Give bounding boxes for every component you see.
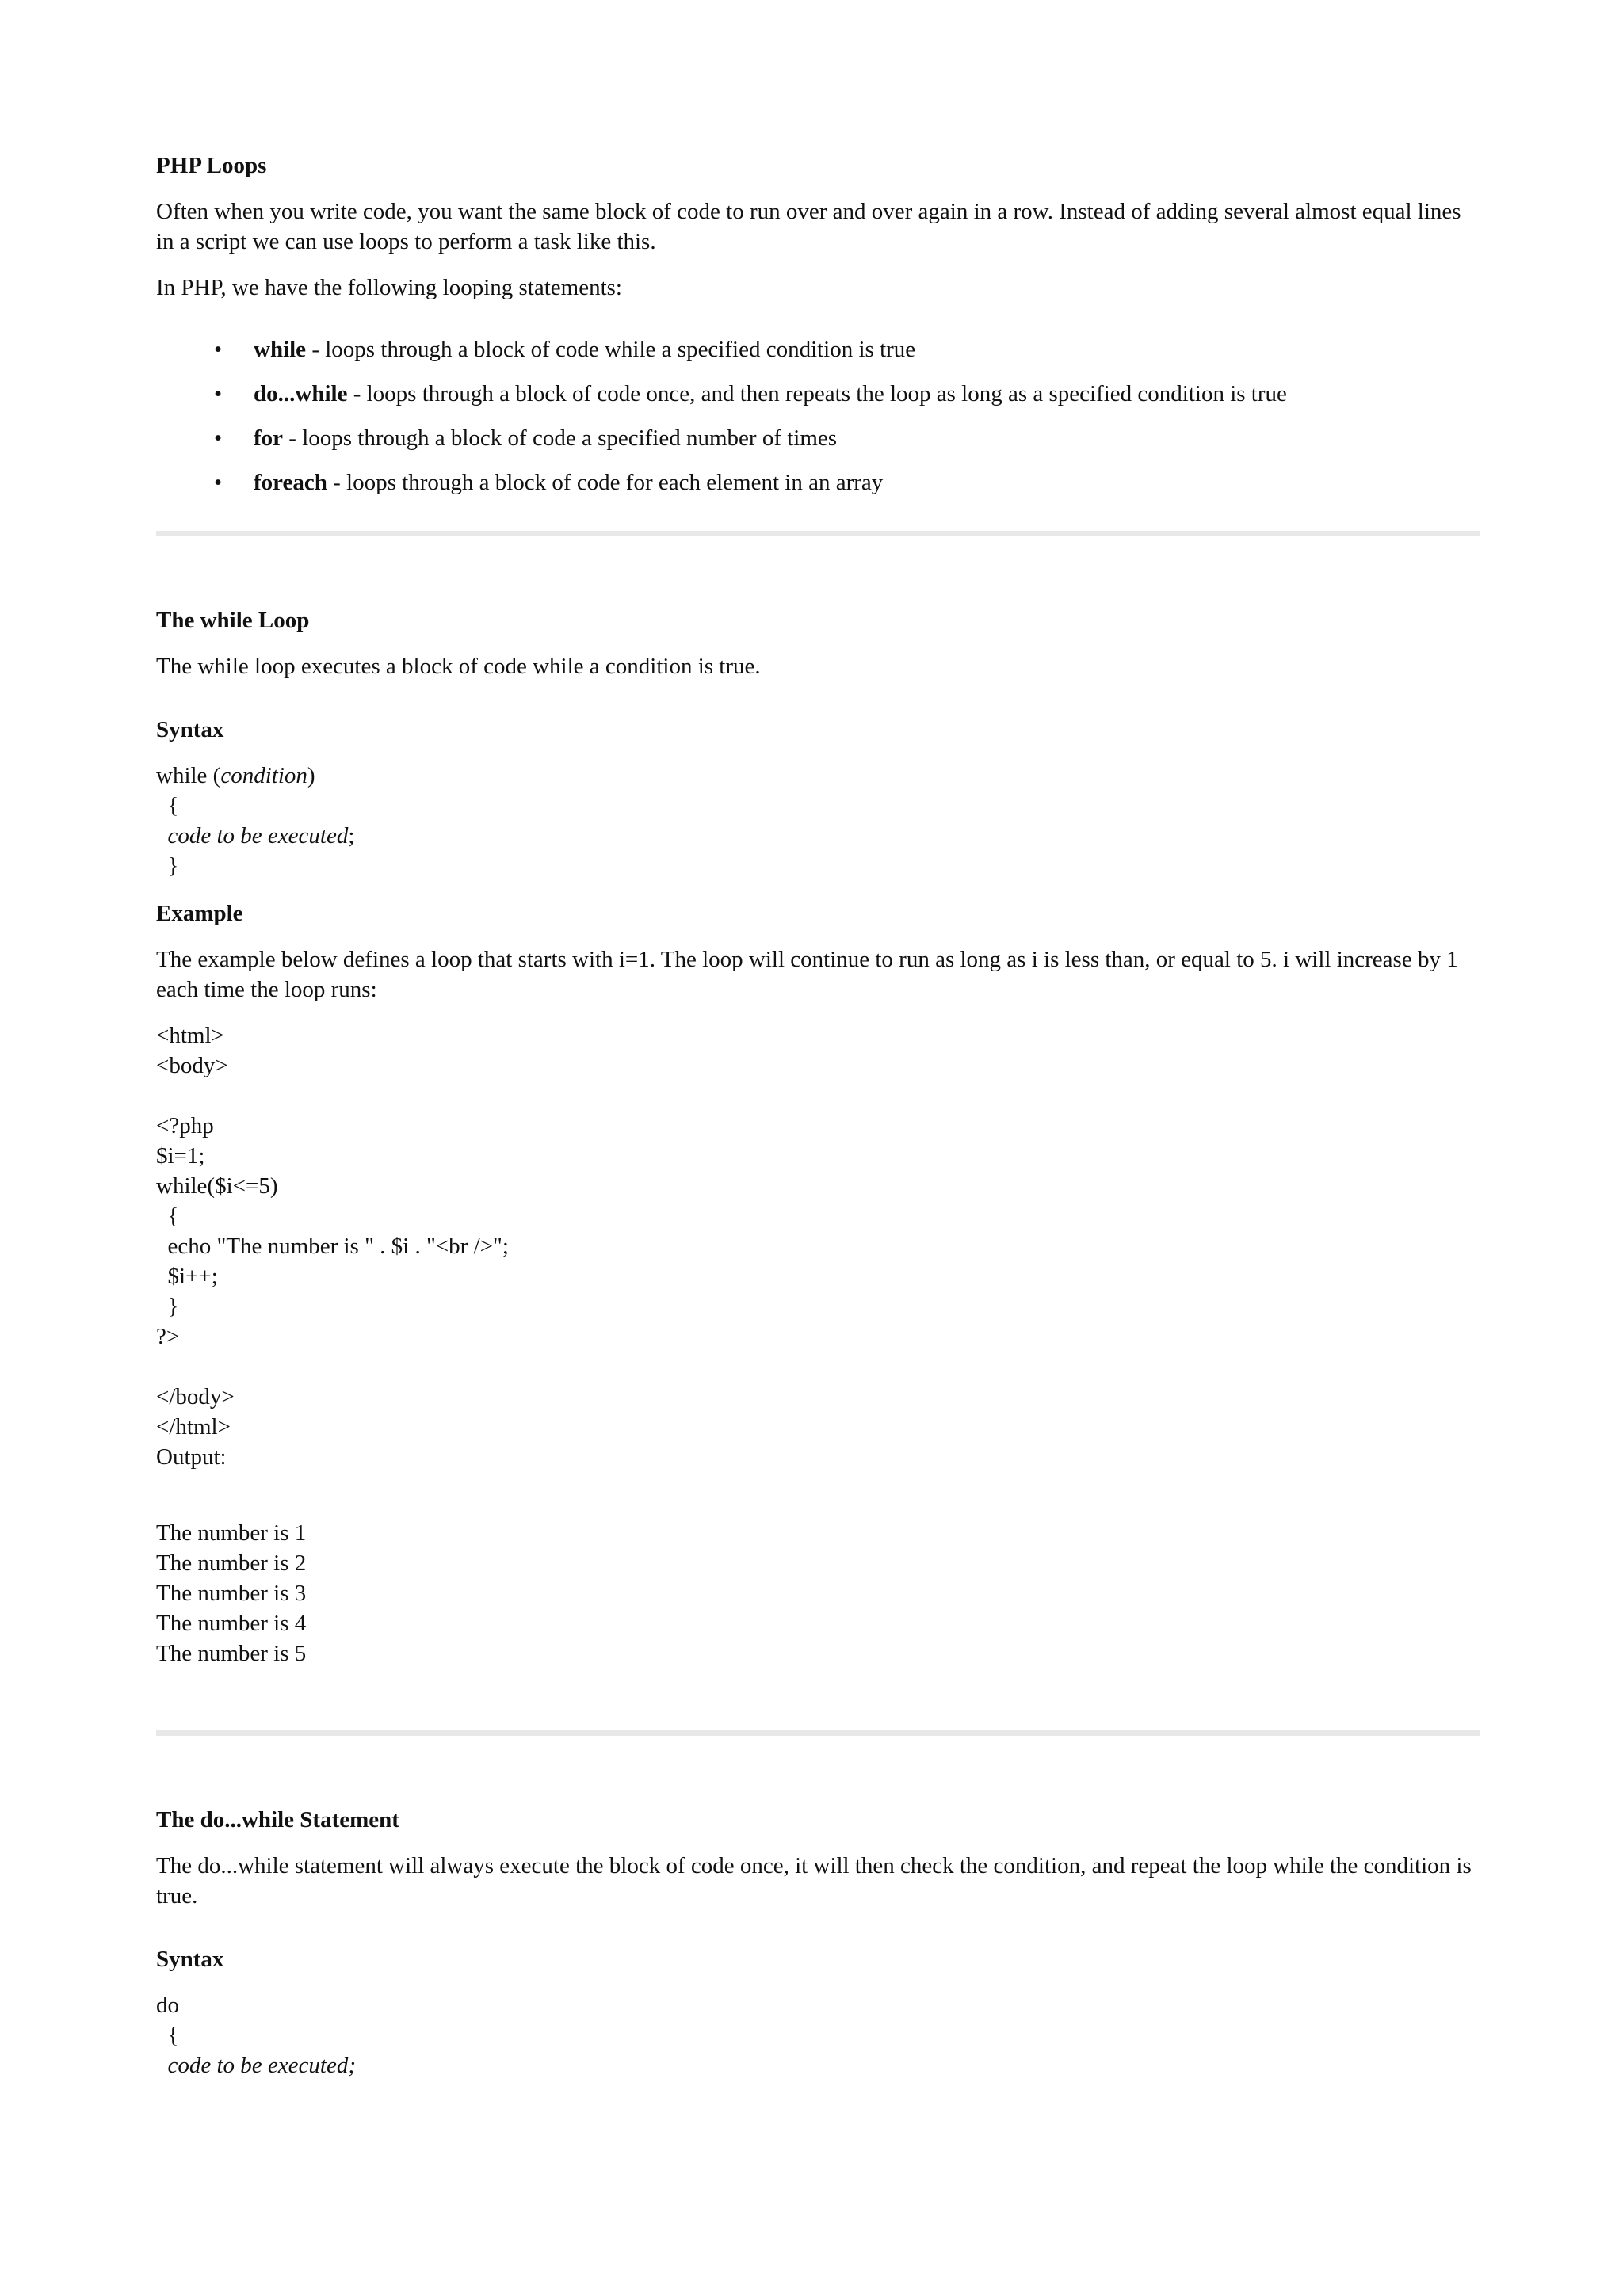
output-line: The number is 1: [156, 1520, 307, 1546]
syntax-text: [156, 2053, 168, 2078]
list-item: [156, 379, 1480, 409]
output-label: Output:: [156, 1444, 227, 1470]
syntax-text: {: [156, 793, 179, 818]
bullet-icon: •: [214, 381, 223, 406]
while-description: The while loop executes a block of code while a condition is true.: [156, 654, 761, 679]
bullet-icon: •: [214, 337, 223, 362]
while-output: [156, 1518, 1480, 1669]
list-item-description: - loops through a block of code once, and then repeats the loop as long as a specified condition is true: [347, 381, 1287, 406]
code-line: [156, 1081, 1480, 1111]
section-divider: [156, 531, 1480, 536]
code-line: $i=1;: [156, 1143, 205, 1169]
section-divider: [156, 1730, 1480, 1736]
syntax-text: ;: [348, 823, 355, 849]
list-item: [156, 423, 1480, 453]
bullet-icon: •: [214, 425, 223, 451]
code-line: <?php: [156, 1113, 214, 1138]
code-line: echo "The number is " . $i . "<br />";: [156, 1234, 509, 1259]
output-line: The number is 4: [156, 1611, 307, 1636]
output-line: The number is 5: [156, 1641, 307, 1666]
syntax-placeholder: condition: [220, 763, 307, 788]
list-item-description: - loops through a block of code while a specified condition is true: [306, 337, 916, 362]
do-while-syntax-heading: Syntax: [156, 1947, 224, 1972]
syntax-text: do: [156, 1993, 179, 2018]
list-item-description: - loops through a block of code a specified number of times: [283, 425, 838, 451]
while-example-heading: Example: [156, 901, 243, 926]
list-item-keyword: for: [254, 425, 284, 451]
code-line: ?>: [156, 1324, 180, 1349]
document-page: [156, 151, 1480, 2081]
code-line: </body>: [156, 1384, 235, 1409]
output-line: The number is 2: [156, 1550, 307, 1576]
while-syntax-heading: Syntax: [156, 717, 224, 742]
intro-list-lead: In PHP, we have the following looping statements:: [156, 275, 622, 300]
code-line: <html>: [156, 1023, 224, 1048]
do-while-description: The do...while statement will always execute the block of code once, it will then check the condition, and repeat the loop while the condition is true.: [156, 1853, 1472, 1909]
code-line: <body>: [156, 1053, 228, 1078]
list-item: [156, 467, 1480, 498]
code-line: [156, 1352, 1480, 1382]
code-line: {: [156, 1203, 179, 1229]
section-title-do-while: The do...while Statement: [156, 1807, 399, 1833]
list-item-keyword: while: [254, 337, 307, 362]
code-line: $i++;: [156, 1264, 218, 1289]
syntax-text: [156, 823, 168, 849]
output-line: The number is 3: [156, 1581, 307, 1606]
syntax-text: }: [156, 853, 179, 879]
while-example-text: The example below defines a loop that starts with i=1. The loop will continue to run as long as i is less than, or equal to 5. i will increase by 1 each time the loop runs:: [156, 947, 1458, 1002]
code-line: while($i<=5): [156, 1173, 278, 1199]
syntax-text: {: [156, 2023, 179, 2048]
list-item-description: - loops through a block of code for each element in an array: [327, 470, 884, 495]
while-example-code: [156, 1020, 1480, 1472]
while-syntax-block: [156, 761, 1480, 881]
list-item-keyword: do...while: [254, 381, 348, 406]
code-line: }: [156, 1294, 179, 1319]
code-line: </html>: [156, 1414, 231, 1440]
syntax-text: while (: [156, 763, 221, 788]
syntax-placeholder: code to be executed: [167, 823, 349, 849]
looping-statements-list: [156, 334, 1480, 498]
intro-paragraph: Often when you write code, you want the same block of code to run over and over again in a row. Instead of adding several almost equal lines in a script we can use loops to perform a task like this.: [156, 199, 1461, 254]
syntax-placeholder: code to be executed;: [167, 2053, 356, 2078]
list-item-keyword: foreach: [254, 470, 327, 495]
do-while-syntax-block: [156, 1990, 1480, 2081]
section-title-while: The while Loop: [156, 608, 310, 633]
syntax-text: ): [307, 763, 315, 788]
bullet-icon: •: [214, 470, 223, 495]
list-item: [156, 334, 1480, 364]
title-php-loops: PHP Loops: [156, 153, 267, 178]
